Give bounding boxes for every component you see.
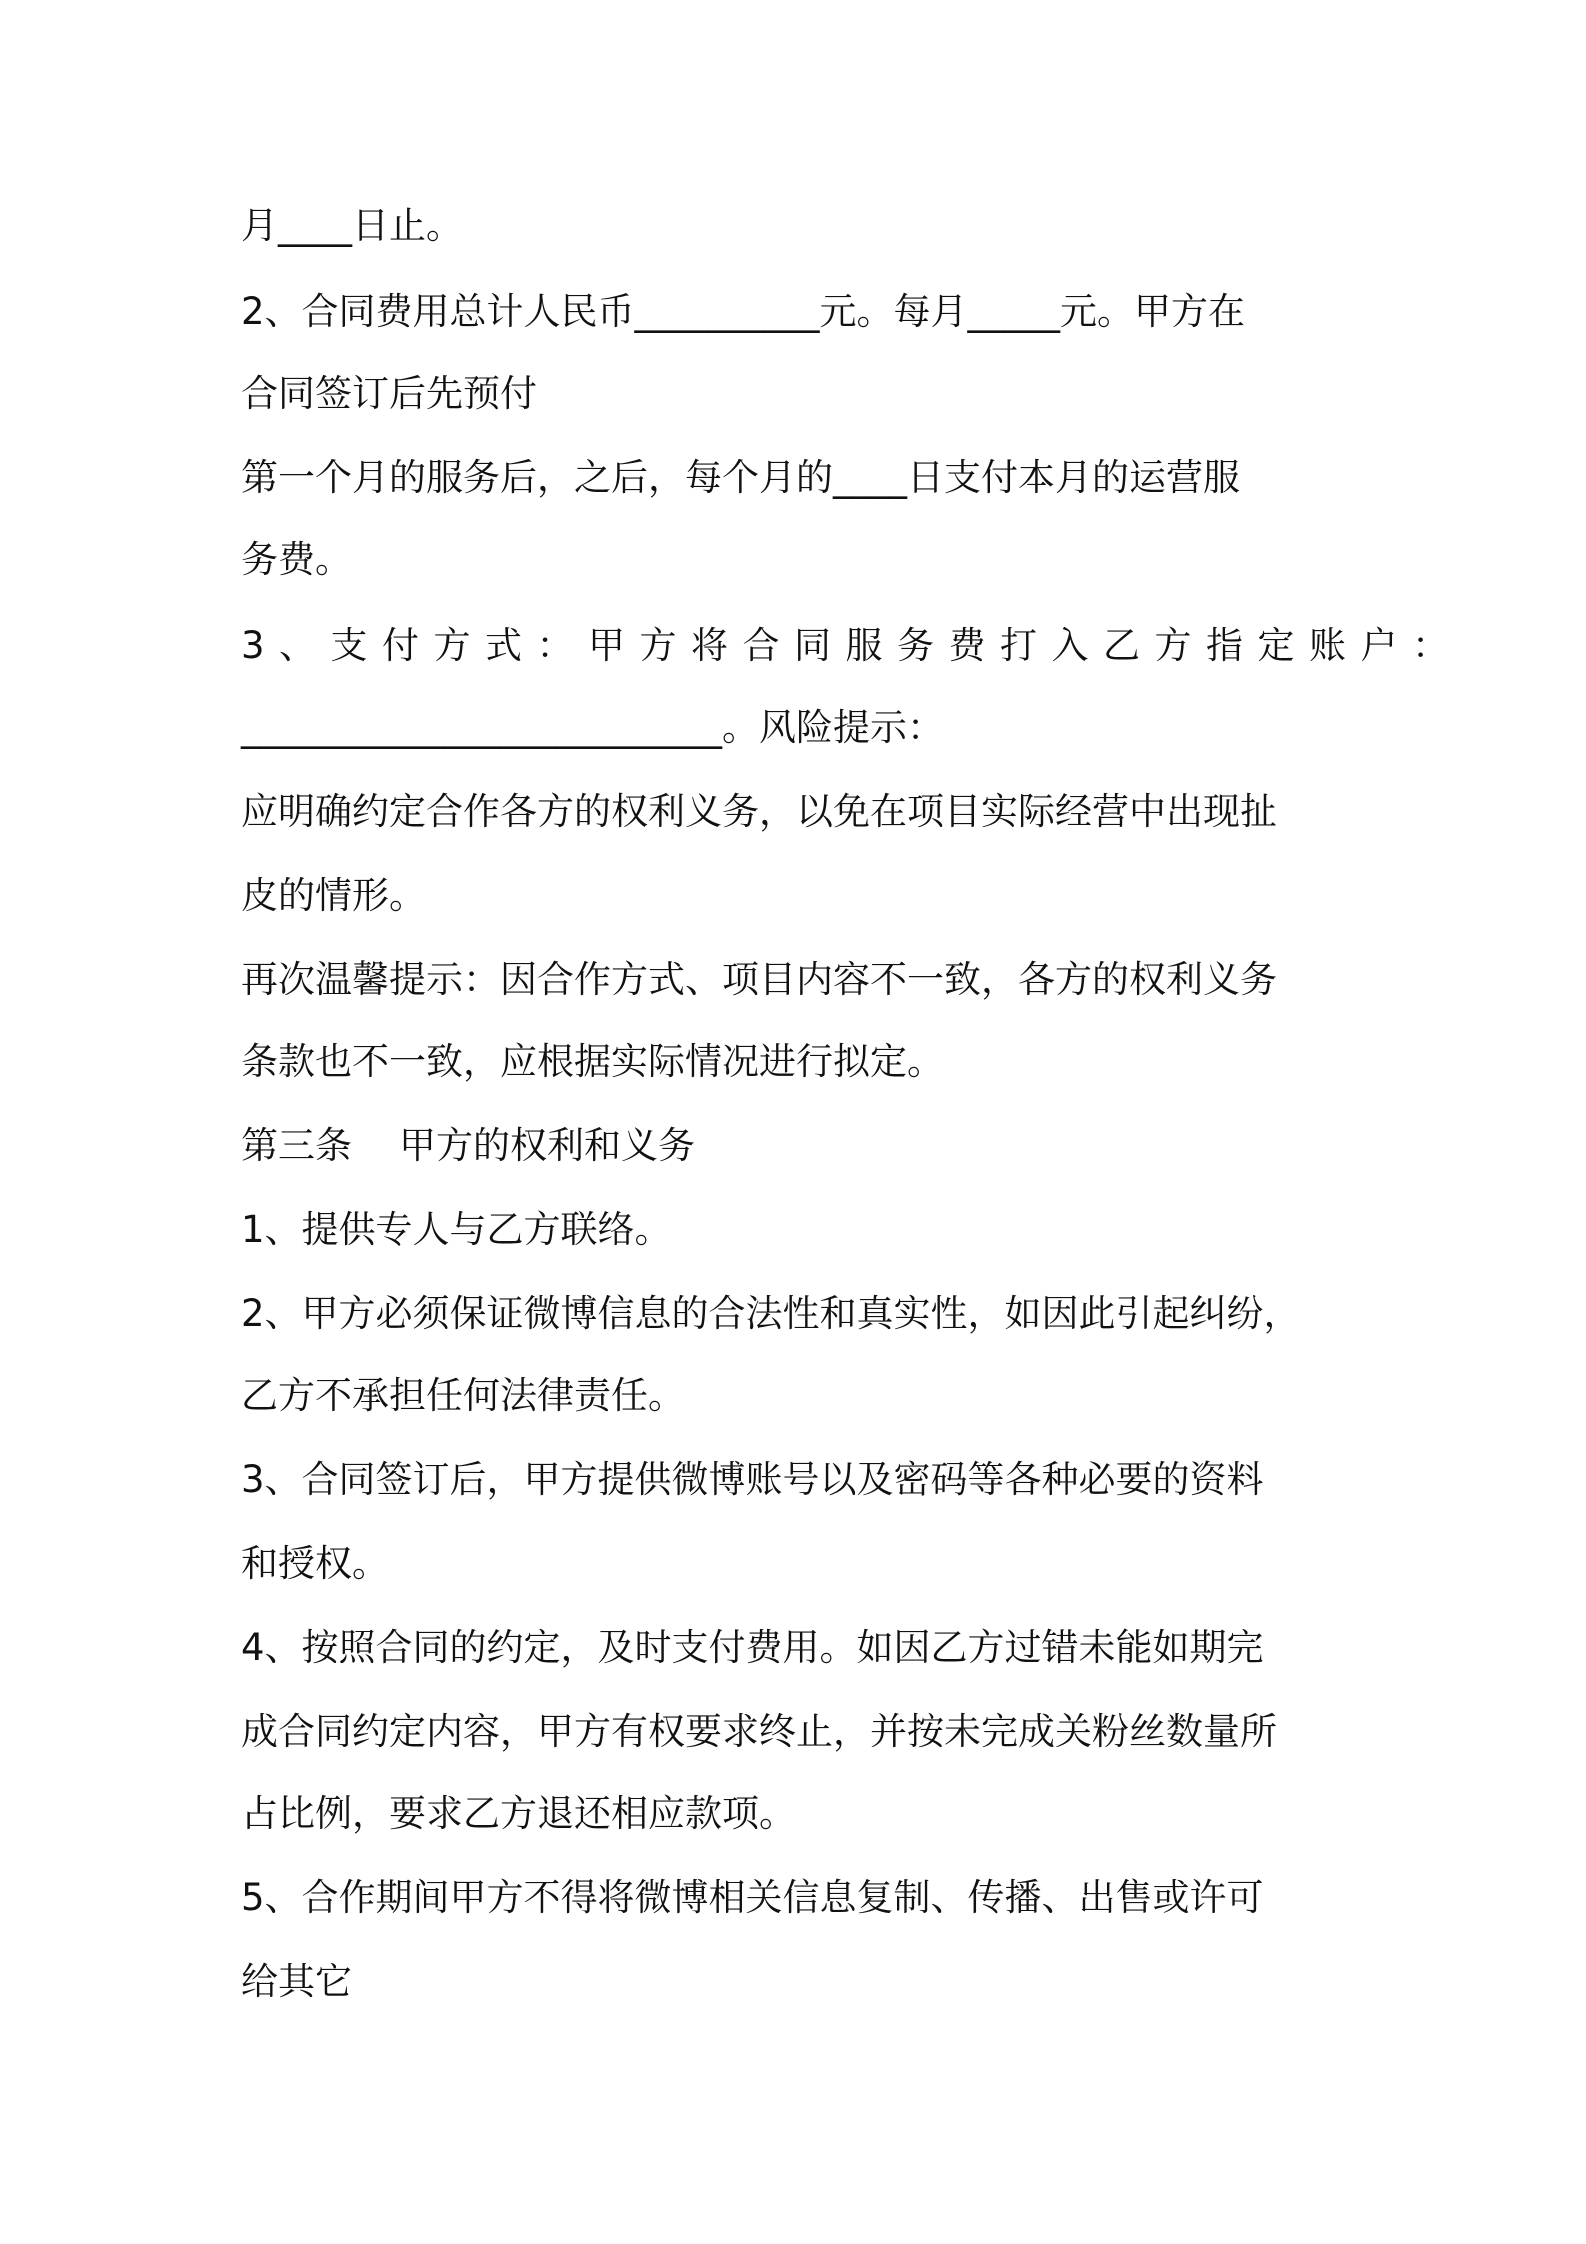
text-line: 应明确约定合作各方的权利义务，以免在项目实际经营中出现扯 [241,790,1277,833]
text-line: __________________________。风险提示： [241,706,944,749]
text-line: 合同签订后先预付 [241,372,537,415]
text-line: 成合同约定内容，甲方有权要求终止，并按未完成关粉丝数量所 [241,1710,1277,1753]
text-line: 给其它 [241,1960,352,2003]
text-line: 2、甲方必须保证微博信息的合法性和真实性，如因此引起纠纷， [241,1292,1301,1335]
section-heading: 第三条 甲方的权利和义务 [241,1124,696,1167]
text-line: 3、合同签订后，甲方提供微博账号以及密码等各种必要的资料 [241,1458,1264,1501]
text-line: 月____日止。 [241,204,463,247]
text-line: 和授权。 [241,1542,389,1585]
text-line: 占比例，要求乙方退还相应款项。 [241,1792,796,1835]
text-line: 皮的情形。 [241,874,426,917]
text-line: 4、按照合同的约定，及时支付费用。如因乙方过错未能如期完 [241,1626,1264,1669]
text-line: 再次温馨提示：因合作方式、项目内容不一致，各方的权利义务 [241,958,1277,1001]
text-line: 1、提供专人与乙方联络。 [241,1208,672,1251]
text-line: 条款也不一致，应根据实际情况进行拟定。 [241,1040,944,1083]
text-line: 乙方不承担任何法律责任。 [241,1374,685,1417]
text-line: 3、支付方式：甲方将合同服务费打入乙方指定账户： [241,624,1464,667]
text-line: 5、合作期间甲方不得将微博相关信息复制、传播、出售或许可 [241,1876,1264,1919]
text-line: 务费。 [241,538,352,581]
text-line: 第一个月的服务后，之后，每个月的____日支付本月的运营服 [241,456,1240,499]
text-line: 2、合同费用总计人民币__________元。每月_____元。甲方在 [241,290,1246,333]
